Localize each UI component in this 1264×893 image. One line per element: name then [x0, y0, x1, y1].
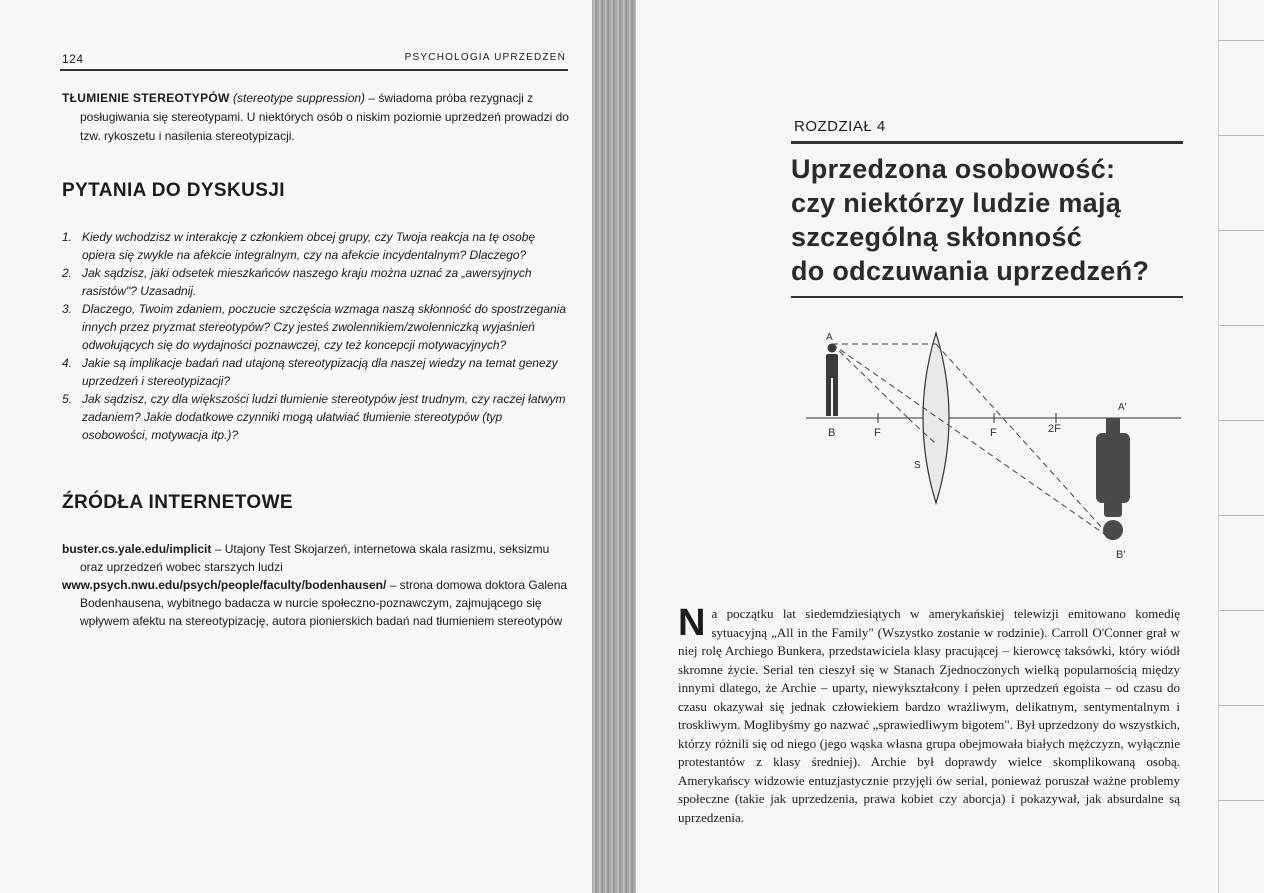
- image-figure: [1096, 418, 1130, 540]
- question-text: Kiedy wchodzisz w interakcję z członkiem obcej grupy, czy Twoja reakcja na tę osobę opiera się zwykle na afekcie integralnym, czy na afekcie incydentalnym? Dlaczego?: [82, 230, 536, 262]
- label-lens: S: [914, 460, 921, 471]
- source-url[interactable]: buster.cs.yale.edu/implicit: [62, 542, 212, 556]
- book-spine-gutter: [592, 0, 636, 893]
- convex-lens: [923, 333, 949, 503]
- page-number: 124: [62, 52, 84, 66]
- label-object-base: B: [828, 427, 836, 439]
- light-rays: [832, 344, 1113, 540]
- source-description: – strona domowa doktora Galena Bodenhausena, wybitnego badacza w nurcie społeczno-poznawczym, zajmującego się wpływem afektu na stereotypizację, autora pionierskich badań nad tłumieniem stereotypów: [80, 578, 568, 628]
- label-focus-left: F: [874, 427, 881, 439]
- question-text: Jakie są implikacje badań nad utajoną stereotypizacją dla naszej wiedzy na temat genezy uprzedzeń i stereotypizacji?: [82, 356, 558, 388]
- question-number: 2.: [62, 266, 73, 280]
- definition-text: – świadoma próba rezygnacji z posługiwania się stereotypami. U niektórych osób o niskim poziomie uprzedzeń prowadzi do tzw. rykoszetu i nasilenia stereotypizacji.: [80, 91, 569, 143]
- question-item: [62, 354, 568, 390]
- question-item: [62, 390, 568, 444]
- page-edge-shadow: [1218, 0, 1264, 893]
- source-url[interactable]: www.psych.nwu.edu/psych/people/faculty/bodenhausen/: [62, 578, 387, 592]
- question-number: 4.: [62, 356, 73, 370]
- chapter-title-line: szczególną skłonność: [791, 222, 1083, 252]
- chapter-title: [791, 152, 1191, 288]
- label-image-top: A': [1118, 402, 1127, 413]
- question-text: Dlaczego, Twoim zdaniem, poczucie szczęścia wzmaga naszą skłonność do spostrzegania innych przez pryzmat stereotypów? Czy jesteś zwolennikiem/zwolenniczką wyjaśnień odwołujących się do wydajności poznawczej, czy też koncepcji motywacyjnych?: [82, 302, 567, 352]
- object-figure: [826, 344, 838, 417]
- question-item: [62, 300, 568, 354]
- label-two-f: 2F: [1048, 423, 1061, 435]
- sources-list: [62, 540, 568, 630]
- chapter-rule-bottom: [791, 296, 1183, 298]
- definition-entry: [62, 89, 586, 146]
- source-entry: [62, 576, 568, 630]
- question-number: 1.: [62, 230, 73, 244]
- right-page: [636, 0, 1264, 893]
- label-object-top: A: [826, 332, 833, 343]
- label-focus-right: F: [990, 427, 997, 439]
- question-text: Jak sądzisz, czy dla większości ludzi tłumienie stereotypów jest trudnym, czy raczej łatwym zadaniem? Jakie dodatkowe czynniki mogą ułatwiać tłumienie stereotypów (typ osobowości, motywacja itp.)?: [82, 392, 566, 442]
- chapter-title-line: czy niektórzy ludzie mają: [791, 188, 1122, 218]
- questions-list: [62, 228, 568, 444]
- lens-diagram: [786, 318, 1186, 568]
- left-page: [0, 0, 592, 893]
- chapter-label: ROZDZIAŁ 4: [794, 118, 886, 135]
- questions-heading: PYTANIA DO DYSKUSJI: [62, 180, 285, 201]
- question-item: [62, 264, 568, 300]
- label-image-bottom: B': [1116, 549, 1126, 561]
- chapter-title-line: Uprzedzona osobowość:: [791, 154, 1116, 184]
- header-rule: [60, 69, 568, 71]
- chapter-body-text: [678, 602, 1180, 827]
- chapter-title-line: do odczuwania uprzedzeń?: [791, 256, 1150, 286]
- body-paragraph: a początku lat siedemdziesiątych w amerykańskiej telewizji emitowano komedię sytuacyjną „All in the Family" (Wszystko zostanie w rodzinie). Carroll O'Conner grał w niej rolę Archiego Bunkera, przedstawiciela klasy pracującej – kierowcę taksówki, który wiódł skromne życie. Serial ten cieszył się w Stanach Zjednoczonych wielką popularnością między innymi dlatego, że Archie – uparty, niewykształcony i pełen uprzedzeń egoista – od czasu do czasu okazywał się jednak człowiekiem bardzo wrażliwym, delikatnym, sentymentalnym i troskliwym. Moglibyśmy go nazwać „sprawiedliwym bigotem". Był uprzedzony do wszystkich, którzy różnili się od niego (jego wąska własna grupa obejmowała białych mężczyzn, wyłącznie protestantów z klasy średniej). Archie był doprawdy wielce skomplikowaną osobą. Amerykańscy widzowie entuzjastycznie przyjęli ów serial, ponieważ poruszał ważne problemy społeczne (takie jak uprzedzenia, prawa kobiet czy aborcja) i pokazywał, jak absurdalne są uprzedzenia.: [678, 606, 1180, 825]
- question-number: 3.: [62, 302, 73, 316]
- drop-cap: N: [678, 602, 706, 644]
- question-number: 5.: [62, 392, 73, 406]
- chapter-rule-top: [791, 141, 1183, 144]
- source-description: – Utajony Test Skojarzeń, internetowa skala rasizmu, seksizmu oraz uprzedzeń wobec starszych ludzi: [80, 542, 550, 574]
- question-text: Jak sądzisz, jaki odsetek mieszkańców naszego kraju można uznać za „awersyjnych rasistów"? Uzasadnij.: [82, 266, 532, 298]
- definition-term-english: (stereotype suppression): [232, 91, 366, 105]
- definition-term: TŁUMIENIE STEREOTYPÓW: [62, 91, 230, 105]
- sources-heading: ŹRÓDŁA INTERNETOWE: [62, 492, 293, 513]
- source-entry: [62, 540, 568, 576]
- question-item: [62, 228, 568, 264]
- running-head: PSYCHOLOGIA UPRZEDZEŃ: [404, 52, 566, 63]
